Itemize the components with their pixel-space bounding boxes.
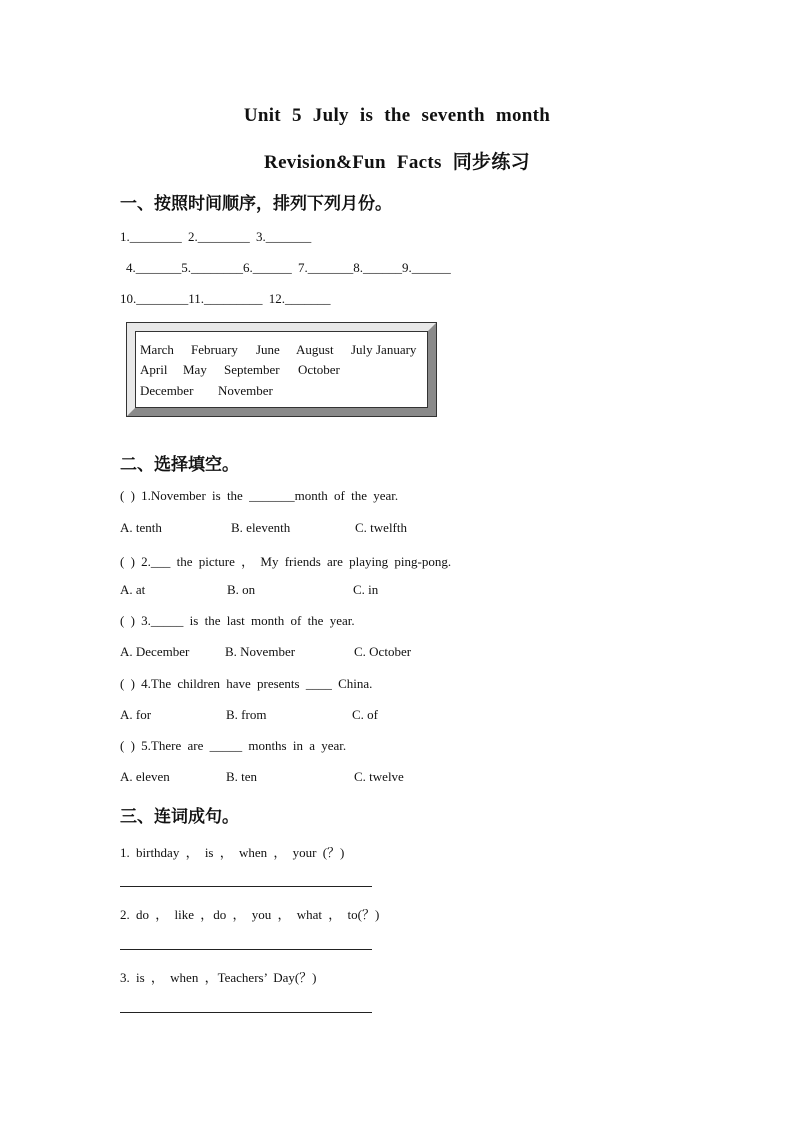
question-1-stem: ( ) 1.November is the _______month of the year. [120,488,399,503]
box-word: June [256,342,280,357]
question-4-stem: ( ) 4.The children have presents ____ China. [120,676,373,691]
question-3-option-b: B. November [225,644,296,659]
box-word: April [140,362,168,377]
question-3-option-c: C. October [354,644,412,659]
question-1-option-b: B. eleventh [231,520,291,535]
question-3-stem: ( ) 3._____ is the last month of the year. [120,613,355,628]
order-row-2: 4._______5.________6.______ 7._______8.______9.______ [126,260,451,275]
question-2-option-c: C. in [353,582,379,597]
sentence-2-words: 2. do ， like ，do ， you ， what ， to(？) [120,907,380,922]
sentence-1-answer-line[interactable] [120,886,372,887]
question-3-option-a: A. December [120,644,190,659]
question-5-option-c: C. twelve [354,769,404,784]
box-word: February [191,342,238,357]
question-1-option-c: C. twelfth [355,520,407,535]
box-word: May [183,362,207,377]
question-5-stem: ( ) 5.There are _____ months in a year. [120,738,347,753]
question-4-option-c: C. of [352,707,378,722]
order-row-1: 1.________ 2.________ 3._______ [120,229,312,244]
sentence-2-answer-line[interactable] [120,949,372,950]
question-2-stem: ( ) 2.___ the picture ， My friends are playing ping-pong. [120,554,452,569]
box-word: September [224,362,280,377]
box-word: March [140,342,174,357]
question-1-option-a: A. tenth [120,520,162,535]
question-5-option-a: A. eleven [120,769,170,784]
question-2-option-a: A. at [120,582,146,597]
box-word: October [298,362,340,377]
section-1-heading: 一、按照时间顺序，排列下列月份。 [120,194,392,214]
question-5-option-b: B. ten [226,769,258,784]
sentence-1-words: 1. birthday ， is ， when ， your (？) [120,845,345,860]
box-word: July [351,342,373,357]
order-row-3: 10.________11._________ 12._______ [120,291,331,306]
question-4-option-a: A. for [120,707,152,722]
box-word: January [376,342,417,357]
question-4-option-b: B. from [226,707,267,722]
sentence-3-answer-line[interactable] [120,1012,372,1013]
box-word: November [218,383,273,398]
section-3-heading: 三、连词成句。 [120,807,239,827]
box-word: August [296,342,334,357]
sentence-3-words: 3. is ， when ，Teachers’ Day(？) [120,970,317,985]
section-2-heading: 二、选择填空。 [120,455,239,475]
title-line-2: Revision&Fun Facts 同步练习 [264,152,530,173]
box-word: December [140,383,194,398]
title-line-1: Unit 5 July is the seventh month [243,105,551,126]
question-2-option-b: B. on [227,582,256,597]
